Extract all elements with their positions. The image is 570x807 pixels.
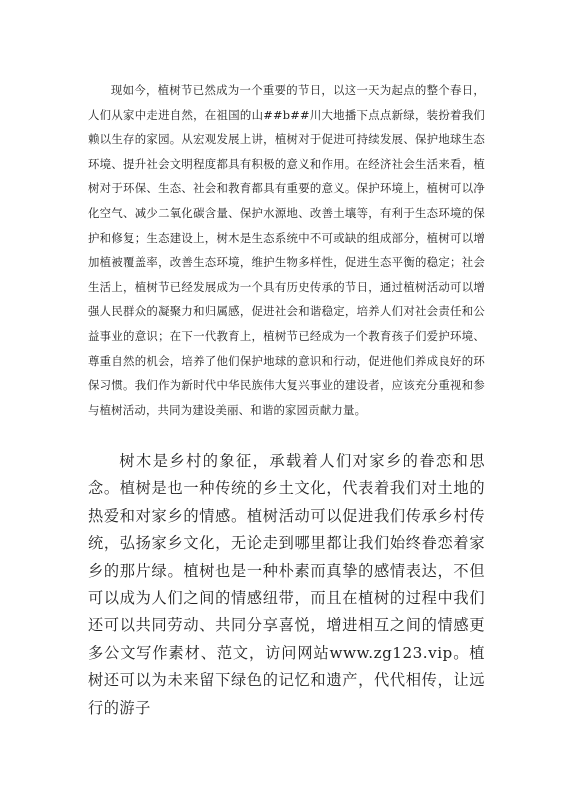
paragraph-1-text: 现如今，植树节已然成为一个重要的节日，以这一天为起点的整个春日，人们从家中走进自然，在祖国的山##b##川大地播下点点新绿，装扮着我们赖以生存的家园。从宏观发展上讲，植树对于促进可持续发展、保护地球生态环境、提升社会文明程度都具有积极的意义和作用。在经济社会生活来看，植树对于环保、生态、社会和教育都具有重要的意义。保护环境上，植树可以净化空气、减少二氧化碳含量、保护水源地、改善土壤等，有利于生态环境的保护和修复；生态建设上，树木是生态系统中不可或缺的组成部分，植树可以增加植被覆盖率，改善生态环境，维护生物多样性，促进生态平衡的稳定；社会生活上，植树节已经发展成为一个具有历史传承的节日，通过植树活动可以增强人民群众的凝聚力和归属感，促进社会和谐稳定，培养人们对社会责任和公益事业的意识；在下一代教育上，植树节已经成为一个教育孩子们爱护环境、尊重自然的机会，培养了他们保护地球的意识和行动，促进他们养成良好的环保习惯。我们作为新时代中华民族伟大复兴事业的建设者，应该充分重视和参与植树活动，共同为建设美丽、和谐的家园贡献力量。 [88,83,485,417]
paragraph-1 [88,78,485,422]
paragraph-2 [88,448,485,722]
paragraph-2-text: 树木是乡村的象征，承载着人们对家乡的眷恋和思念。植树是也一种传统的乡土文化，代表着我们对土地的热爱和对家乡的情感。植树活动可以促进我们传承乡村传统，弘扬家乡文化，无论走到哪里都让我们始终眷恋着家乡的那片绿。植树也是一种朴素而真挚的感情表达，不但可以成为人们之间的情感纽带，而且在植树的过程中我们还可以共同劳动、共同分享喜悦，增进相互之间的情感更多公文写作素材、范文，访问网站www.zg123.vip。植树还可以为未来留下绿色的记忆和遗产，代代相传，让远行的游子 [88,452,485,717]
